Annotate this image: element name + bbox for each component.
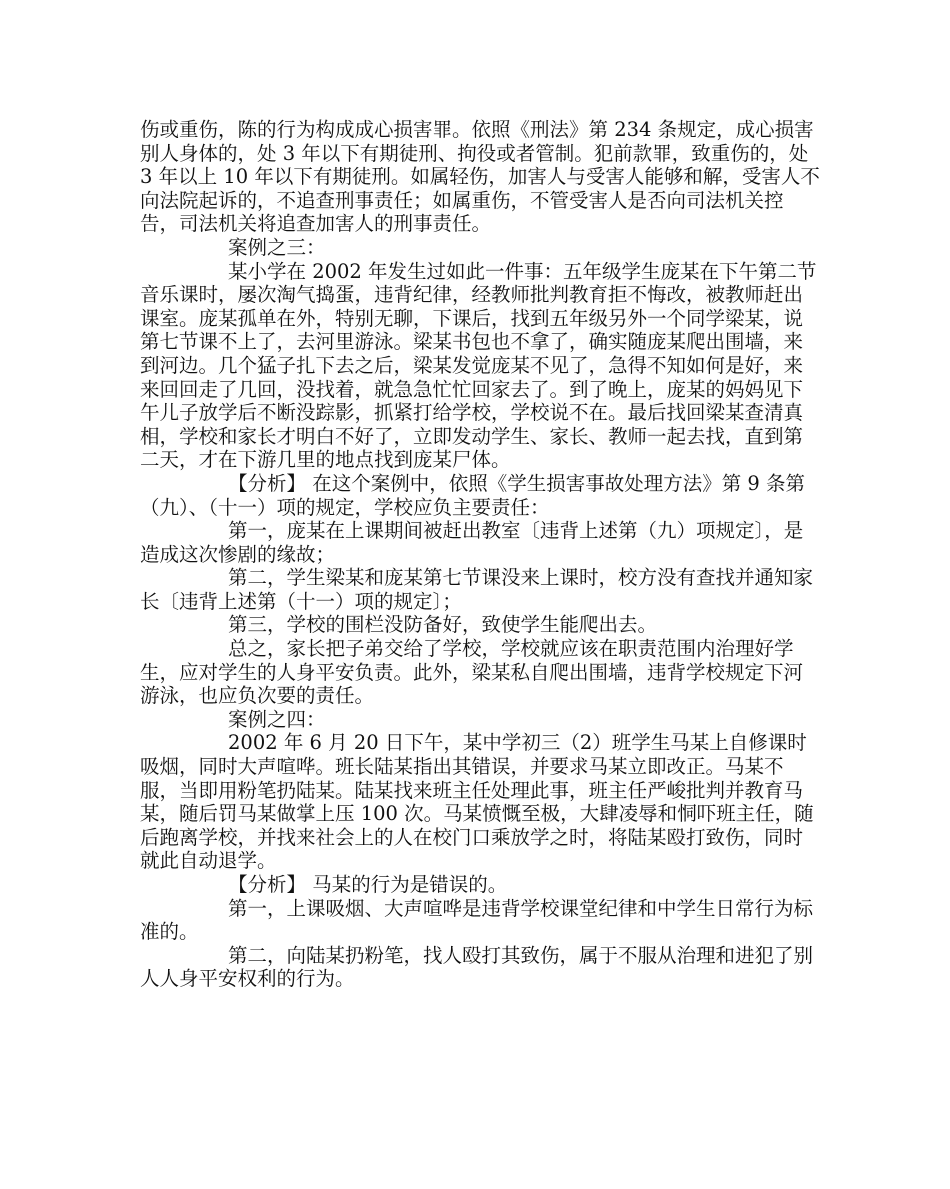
paragraph-case-four-analysis: 【分析】 马某的行为是错误的。: [228, 873, 508, 896]
paragraph-point-one: 第一，庞某在上课期间被赶出教室〔违背上述第（九）项规定〕，是造成这次惨剧的缘故；: [140, 519, 804, 566]
paragraph-case-four-point-one: 第一，上课吸烟、大声喧哗是违背学校课堂纪律和中学生日常行为标准的。: [140, 896, 814, 944]
paragraph-point-three: 第三，学校的围栏没防备好，致使学生能爬出去。: [228, 613, 658, 637]
paragraph-summary: 总之，家长把子弟交给了学校，学校就应该在职责范围内治理好学生，应对学生的人身平安负责。此外，梁某私自爬出围墙，违背学校规定下河游泳，也应负次要的责任。: [140, 637, 804, 708]
heading-case-four: 案例之四：: [228, 707, 326, 731]
document-page: [140, 118, 820, 991]
paragraph-point-two: 第二，学生梁某和庞某第七节课没来上课时，校方没有查找并通知家长〔违背上述第（十一）项的规定〕；: [140, 566, 814, 613]
paragraph-case-three-story: 某小学在 2002 年发生过如此一件事：五年级学生庞某在下午第二节音乐课时，屡次淘气捣蛋，违背纪律，经教师批判教育拒不悔改，被教师赶出课室。庞某孤单在外，特别无聊，下课后，找到五年级另外一个同学梁某，说第七节课不上了，去河里游泳。梁某书包也不拿了，确实随庞某爬出围墙，来到河边。几个猛子扎下去之后，梁某发觉庞某不见了，急得不知如何是好，来来回回走了几回，没找着，就急急忙忙回家去了。到了晚上，庞某的妈妈见下午儿子放学后不断没踪影，抓紧打给学校，学校说不在。最后找回梁某查清真相，学校和家长才明白不好了，立即发动学生、家长、教师一起去找，直到第二天，才在下游几里的地点找到庞某尸体。: [140, 259, 817, 472]
paragraph-criminal-law: 伤或重伤，陈的行为构成成心损害罪。依照《刑法》第 234 条规定，成心损害别人身体的，处 3 年以下有期徒刑、拘役或者管制。犯前款罪，致重伤的，处 3 年以上 10 年以下有期徒刑。如属轻伤，加害人与受害人能够和解，受害人不向法院起诉的，不追查刑事责任；如属重伤，不管受害人是否向司法机关控告，司法机关将追查加害人的刑事责任。: [140, 118, 820, 236]
paragraph-case-four-story: 2002 年 6 月 20 日下午，某中学初三（2）班学生马某上自修课时吸烟，同时大声喧哗。班长陆某指出其错误，并要求马某立即改正。马某不服，当即用粉笔扔陆某。陆某找来班主任处理此事，班主任严峻批判并教育马某，随后罚马某做掌上压 100 次。马某愤慨至极，大肆凌辱和恫吓班主任，随后跑离学校，并找来社会上的人在校门口乘放学之时，将陆某殴打致伤，同时就此自动退学。: [140, 731, 814, 873]
heading-case-three: 案例之三：: [228, 235, 326, 259]
paragraph-case-four-point-two: 第二，向陆某扔粉笔，找人殴打其致伤，属于不服从治理和进犯了别人人身平安权利的行为。: [140, 943, 814, 991]
paragraph-case-three-analysis: 【分析】 在这个案例中，依照《学生损害事故处理方法》第 9 条第（九）、（十一）项的规定，学校应负主要责任：: [140, 471, 806, 519]
